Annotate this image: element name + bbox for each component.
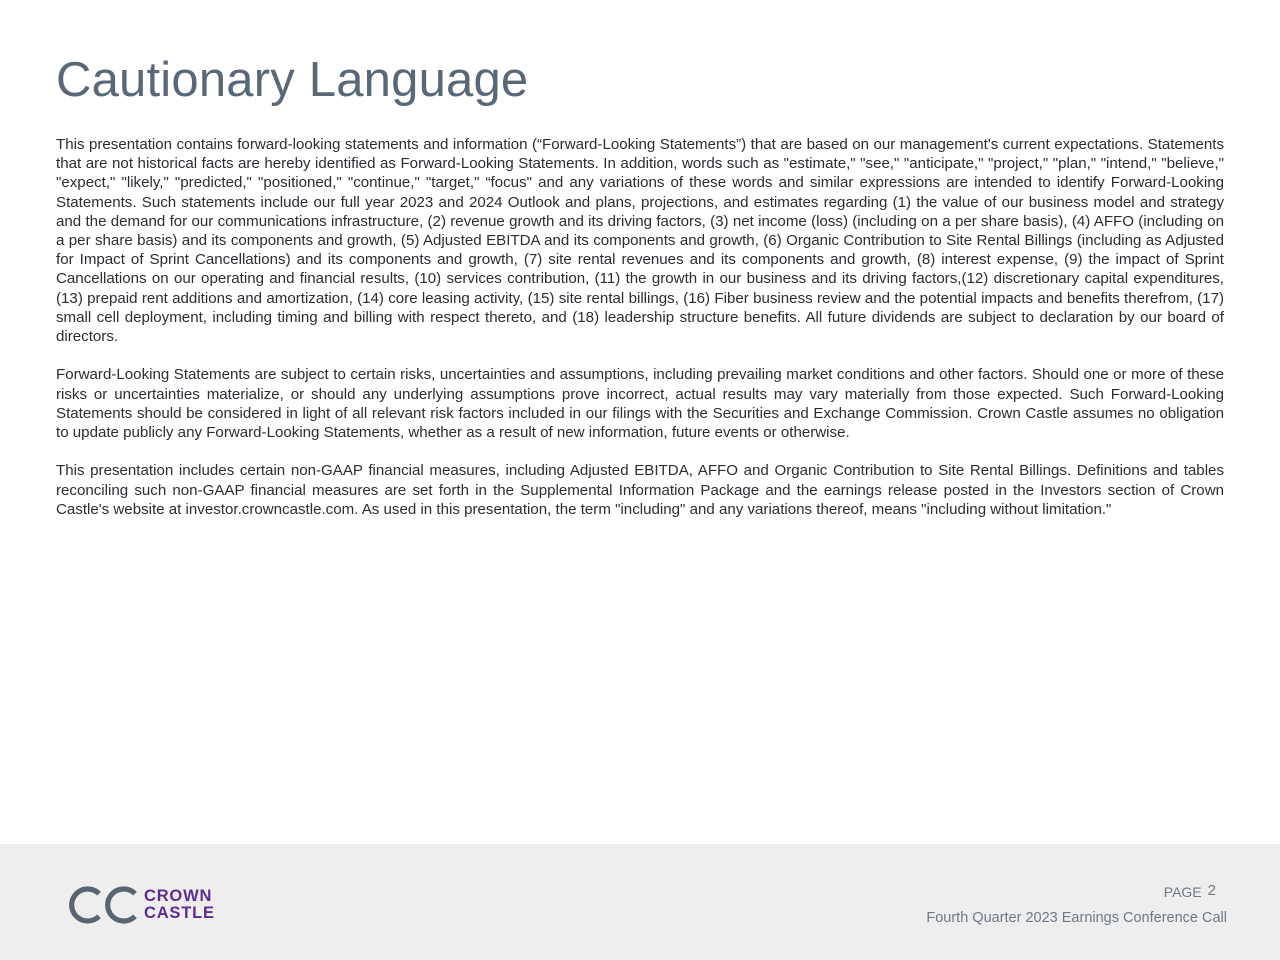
page-indicator [1164, 884, 1216, 901]
page-title: Cautionary Language [56, 53, 529, 107]
crown-castle-mark-icon [66, 884, 138, 926]
logo-line-castle: CASTLE [144, 904, 215, 922]
paragraph-risks-and-uncertainties: Forward-Looking Statements are subject to certain risks, uncertainties and assumptions, including prevailing market conditions and other factors. Should one or more of these risks or uncertainties materialize, or should any underlying assumptions prove incorrect, actual results may vary materially from those expected. Such Forward-Looking Statements should be considered in light of all relevant risk factors included in our filings with the Securities and Exchange Commission. Crown Castle assumes no obligation to update publicly any Forward-Looking Statements, whether as a result of new information, future events or otherwise. [56, 366, 1224, 442]
logo-wordmark [144, 888, 215, 922]
paragraph-non-gaap-measures: This presentation includes certain non-GAAP financial measures, including Adjusted EBITDA, AFFO and Organic Contribution to Site Rental Billings. Definitions and tables reconciling such non-GAAP financial measures are set forth in the Supplemental Information Package and the earnings release posted in the Investors section of Crown Castle's website at investor.crowncastle.com. As used in this presentation, the term "including" and any variations thereof, means "including without limitation." [56, 462, 1224, 518]
disclaimer-body [56, 135, 1224, 538]
page-label: PAGE [1163, 884, 1202, 900]
logo-line-crown: CROWN [144, 887, 213, 905]
paragraph-forward-looking-statements: This presentation contains forward-looking statements and information (“Forward-Looking Statements”) that are based on our management's current expectations. Statements that are not historical facts are hereby identified as Forward-Looking Statements. In addition, words such as "estimate," "see," "anticipate," "project," "plan," "intend," "believe," "expect," "likely," "predicted," "positioned," "continue," "target," “focus" and any variations of these words and similar expressions are intended to identify Forward-Looking Statements. Such statements include our full year 2023 and 2024 Outlook and plans, projections, and estimates regarding (1) the value of our business model and strategy and the demand for our communications infrastructure, (2) revenue growth and its driving factors, (3) net income (loss) (including on a per share basis), (4) AFFO (including on a per share basis) and its components and growth, (5) Adjusted EBITDA and its components and growth, (6) Organic Contribution to Site Rental Billings (including as Adjusted for Impact of Sprint Cancellations) and its components and growth, (7) site rental revenues and its components and growth, (8) interest expense, (9) the impact of Sprint Cancellations on our operating and financial results, (10) services contribution, (11) the growth in our business and its driving factors,(12) discretionary capital expenditures, (13) prepaid rent additions and amortization, (14) core leasing activity, (15) site rental billings, (16) Fiber business review and the potential impacts and benefits therefrom, (17) small cell deployment, including timing and billing with respect thereto, and (18) leadership structure benefits. All future dividends are subject to declaration by our board of directors. [56, 136, 1224, 346]
footer-bar [0, 844, 1280, 960]
page-number: 2 [1207, 882, 1216, 899]
crown-castle-logo [66, 884, 215, 926]
footer-caption: Fourth Quarter 2023 Earnings Conference Call [926, 910, 1227, 926]
